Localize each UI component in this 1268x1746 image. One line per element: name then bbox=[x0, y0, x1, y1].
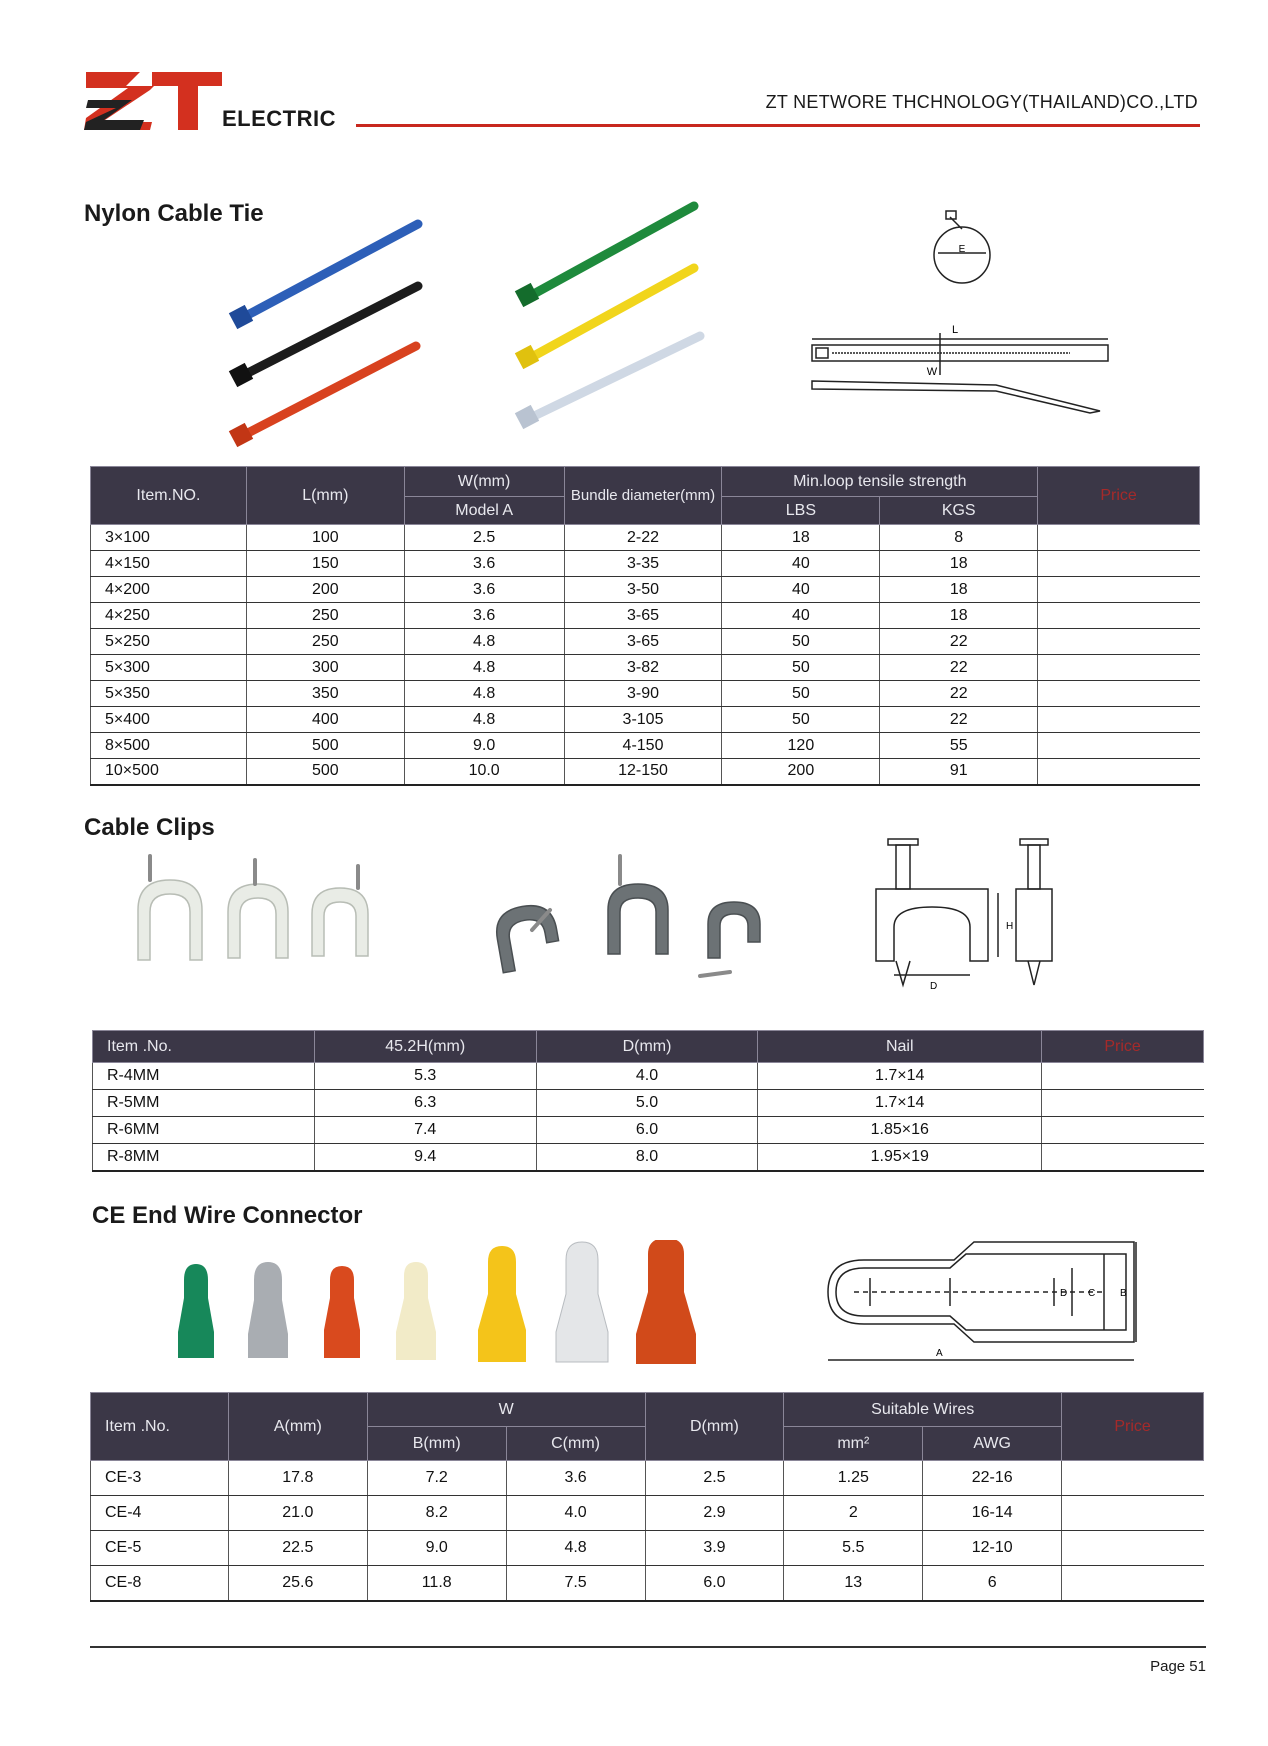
brand-electric: ELECTRIC bbox=[222, 106, 336, 131]
ce-connector-table bbox=[90, 1392, 1204, 1602]
header-rule bbox=[356, 124, 1200, 127]
diagram-label-d: D bbox=[1060, 1288, 1068, 1299]
section-title-ce-connector: CE End Wire Connector bbox=[92, 1202, 363, 1229]
table-row: R-8MM 9.4 8.0 1.95×19 bbox=[93, 1144, 1204, 1171]
th-ce-awg: AWG bbox=[923, 1427, 1062, 1461]
th-ce-wires: Suitable Wires bbox=[784, 1393, 1062, 1427]
th-clip-h: 45.2H(mm) bbox=[314, 1031, 536, 1063]
diagram-label-d: D bbox=[930, 981, 938, 992]
cable-clip-diagram bbox=[870, 835, 1070, 1005]
page-number: Page 51 bbox=[1150, 1658, 1206, 1675]
th-clip-item: Item .No. bbox=[93, 1031, 315, 1063]
table-row: CE-3 17.8 7.2 3.6 2.5 1.25 22-16 bbox=[91, 1461, 1204, 1496]
cable-clips-photo bbox=[120, 850, 800, 1000]
th-tensile: Min.loop tensile strength bbox=[722, 467, 1038, 497]
section-title-cable-clips: Cable Clips bbox=[84, 814, 215, 841]
ce-connector-photo bbox=[170, 1240, 710, 1370]
diagram-label-h: H bbox=[1006, 921, 1014, 932]
cable-tie-diagram bbox=[800, 205, 1140, 420]
diagram-label-e: E bbox=[958, 244, 966, 255]
th-l: L(mm) bbox=[246, 467, 404, 525]
section-title-cable-tie: Nylon Cable Tie bbox=[84, 200, 264, 227]
table-row: R-4MM 5.3 4.0 1.7×14 bbox=[93, 1063, 1204, 1090]
table-row: 4×150 150 3.6 3-35 40 18 bbox=[91, 551, 1200, 577]
diagram-label-w: W bbox=[926, 366, 938, 378]
table-row: 4×200 200 3.6 3-50 40 18 bbox=[91, 577, 1200, 603]
th-kgs: KGS bbox=[880, 497, 1038, 525]
th-model-a: Model A bbox=[404, 497, 564, 525]
table-row: 4×250 250 3.6 3-65 40 18 bbox=[91, 603, 1200, 629]
table-row: R-5MM 6.3 5.0 1.7×14 bbox=[93, 1090, 1204, 1117]
footer-rule bbox=[90, 1646, 1206, 1648]
th-ce-c: C(mm) bbox=[506, 1427, 645, 1461]
th-ce-w: W bbox=[367, 1393, 645, 1427]
th-ce-d: D(mm) bbox=[645, 1393, 784, 1461]
table-row: 5×400 400 4.8 3-105 50 22 bbox=[91, 707, 1200, 733]
table-row: 5×300 300 4.8 3-82 50 22 bbox=[91, 655, 1200, 681]
diagram-label-l: L bbox=[951, 324, 959, 336]
ce-connector-diagram bbox=[814, 1232, 1144, 1372]
th-clip-price: Price bbox=[1042, 1031, 1204, 1063]
th-ce-mm2: mm² bbox=[784, 1427, 923, 1461]
th-ce-price: Price bbox=[1062, 1393, 1204, 1461]
cable-tie-table bbox=[90, 466, 1200, 786]
cable-tie-photo bbox=[220, 200, 720, 450]
th-ce-a: A(mm) bbox=[228, 1393, 367, 1461]
th-clip-d: D(mm) bbox=[536, 1031, 758, 1063]
diagram-label-a: A bbox=[936, 1348, 943, 1359]
table-row: R-6MM 7.4 6.0 1.85×16 bbox=[93, 1117, 1204, 1144]
th-item: Item.NO. bbox=[91, 467, 247, 525]
th-lbs: LBS bbox=[722, 497, 880, 525]
table-row: 8×500 500 9.0 4-150 120 55 bbox=[91, 733, 1200, 759]
table-row: 5×350 350 4.8 3-90 50 22 bbox=[91, 681, 1200, 707]
th-w: W(mm) bbox=[404, 467, 564, 497]
diagram-label-b: B bbox=[1120, 1288, 1127, 1299]
th-ce-item: Item .No. bbox=[91, 1393, 229, 1461]
table-row: 5×250 250 4.8 3-65 50 22 bbox=[91, 629, 1200, 655]
table-row: 3×100 100 2.5 2-22 18 8 bbox=[91, 525, 1200, 551]
table-row: CE-4 21.0 8.2 4.0 2.9 2 16-14 bbox=[91, 1496, 1204, 1531]
th-price: Price bbox=[1038, 467, 1200, 525]
th-ce-b: B(mm) bbox=[367, 1427, 506, 1461]
zt-logo bbox=[82, 70, 232, 132]
company-name: ZT NETWORE THCHNOLOGY(THAILAND)CO.,LTD bbox=[765, 92, 1198, 112]
diagram-label-c: C bbox=[1088, 1288, 1096, 1299]
cable-clips-table bbox=[92, 1030, 1204, 1172]
table-row: CE-5 22.5 9.0 4.8 3.9 5.5 12-10 bbox=[91, 1531, 1204, 1566]
table-row: CE-8 25.6 11.8 7.5 6.0 13 6 bbox=[91, 1566, 1204, 1601]
th-clip-nail: Nail bbox=[758, 1031, 1042, 1063]
th-bundle: Bundle diameter(mm) bbox=[564, 467, 722, 525]
table-row: 10×500 500 10.0 12-150 200 91 bbox=[91, 759, 1200, 785]
